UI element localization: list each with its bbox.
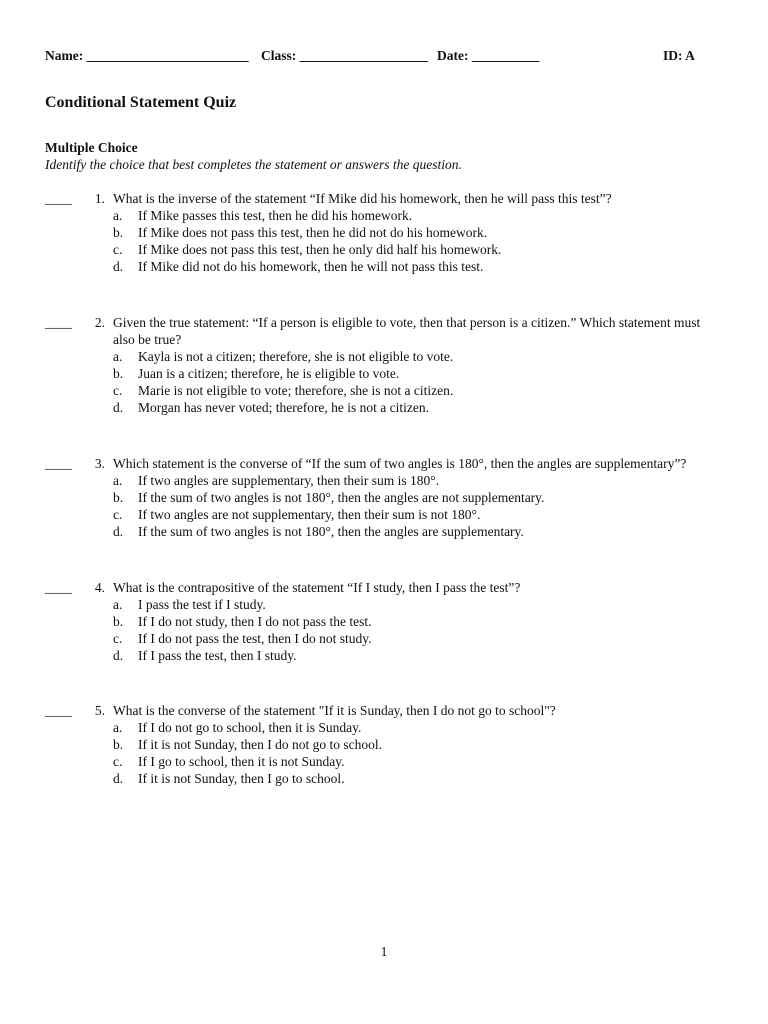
choice-letter: d.	[113, 524, 124, 539]
choice-b[interactable]	[45, 365, 725, 382]
question-text: What is the converse of the statement "If it is Sunday, then I do not go to school"?	[113, 703, 556, 718]
answer-blank[interactable]: ____	[45, 315, 72, 330]
choice-d[interactable]	[45, 258, 725, 275]
question-text: What is the contrapositive of the statement “If I study, then I pass the test”?	[113, 580, 521, 595]
choice-letter: b.	[113, 366, 124, 381]
choice-letter: d.	[113, 771, 124, 786]
choice-text: Marie is not eligible to vote; therefore, she is not a citizen.	[138, 383, 454, 398]
choice-d[interactable]	[45, 647, 725, 664]
choice-b[interactable]	[45, 613, 725, 630]
section-instructions: Identify the choice that best completes the statement or answers the question.	[45, 157, 462, 172]
question-number: 2.	[94, 315, 105, 330]
choice-a[interactable]	[45, 348, 725, 365]
page-number: 1	[380, 944, 388, 959]
answer-blank[interactable]: ____	[45, 456, 72, 471]
choice-text: If two angles are supplementary, then their sum is 180°.	[138, 473, 440, 488]
date-field-label[interactable]: Date: __________	[437, 48, 540, 63]
choice-b[interactable]	[45, 224, 725, 241]
answer-blank[interactable]: ____	[45, 191, 72, 206]
choice-d[interactable]	[45, 523, 725, 540]
question-4	[45, 579, 725, 664]
choice-letter: b.	[113, 737, 124, 752]
choice-text: If I do not go to school, then it is Sunday.	[138, 720, 362, 735]
choice-letter: c.	[113, 383, 123, 398]
choice-letter: a.	[113, 349, 123, 364]
choice-a[interactable]	[45, 472, 725, 489]
choice-text: If Mike passes this test, then he did his homework.	[138, 208, 413, 223]
quiz-title: Conditional Statement Quiz	[45, 94, 237, 111]
choice-c[interactable]	[45, 241, 725, 258]
choice-letter: c.	[113, 754, 123, 769]
question-2	[45, 314, 725, 416]
choice-text: If I go to school, then it is not Sunday.	[138, 754, 345, 769]
choice-c[interactable]	[45, 630, 725, 647]
choice-text: If the sum of two angles is not 180°, then the angles are not supplementary.	[138, 490, 545, 505]
choice-c[interactable]	[45, 506, 725, 523]
choice-text: I pass the test if I study.	[138, 597, 266, 612]
choice-d[interactable]	[45, 770, 725, 787]
choice-text: If it is not Sunday, then I do not go to school.	[138, 737, 382, 752]
choice-a[interactable]	[45, 596, 725, 613]
section-title: Multiple Choice	[45, 140, 138, 155]
choice-letter: b.	[113, 614, 124, 629]
choice-text: If I do not study, then I do not pass the test.	[138, 614, 372, 629]
question-text: Which statement is the converse of “If the sum of two angles is 180°, then the angles are supplementary”?	[113, 456, 687, 471]
choice-text: If Mike did not do his homework, then he will not pass this test.	[138, 259, 484, 274]
question-1	[45, 190, 725, 275]
choice-a[interactable]	[45, 207, 725, 224]
choice-c[interactable]	[45, 382, 725, 399]
question-5	[45, 702, 725, 787]
choice-b[interactable]	[45, 736, 725, 753]
choice-text: If two angles are not supplementary, then their sum is not 180°.	[138, 507, 481, 522]
question-3	[45, 455, 725, 540]
student-info-header	[45, 48, 705, 66]
choice-letter: a.	[113, 473, 123, 488]
choice-text: Kayla is not a citizen; therefore, she is not eligible to vote.	[138, 349, 454, 364]
choice-text: If I pass the test, then I study.	[138, 648, 297, 663]
choice-text: Morgan has never voted; therefore, he is not a citizen.	[138, 400, 430, 415]
choice-a[interactable]	[45, 719, 725, 736]
choice-letter: a.	[113, 208, 123, 223]
choice-letter: d.	[113, 259, 124, 274]
choice-letter: d.	[113, 400, 124, 415]
choice-text: If Mike does not pass this test, then he did not do his homework.	[138, 225, 488, 240]
id-label: ID: A	[663, 48, 695, 63]
choice-letter: b.	[113, 490, 124, 505]
choice-text: Juan is a citizen; therefore, he is eligible to vote.	[138, 366, 400, 381]
answer-blank[interactable]: ____	[45, 580, 72, 595]
choice-c[interactable]	[45, 753, 725, 770]
choice-d[interactable]	[45, 399, 725, 416]
choice-letter: a.	[113, 720, 123, 735]
choice-text: If it is not Sunday, then I go to school.	[138, 771, 345, 786]
choice-text: If the sum of two angles is not 180°, then the angles are supplementary.	[138, 524, 524, 539]
choice-letter: a.	[113, 597, 123, 612]
choice-letter: d.	[113, 648, 124, 663]
question-number: 1.	[94, 191, 105, 206]
question-number: 3.	[94, 456, 105, 471]
question-text: Given the true statement: “If a person is eligible to vote, then that person is a citizen.” Which statement must also be true?	[113, 315, 701, 347]
choice-b[interactable]	[45, 489, 725, 506]
name-field-label[interactable]: Name: ________________________	[45, 48, 249, 63]
choice-letter: c.	[113, 242, 123, 257]
choice-text: If I do not pass the test, then I do not study.	[138, 631, 372, 646]
choice-text: If Mike does not pass this test, then he only did half his homework.	[138, 242, 502, 257]
question-number: 4.	[94, 580, 105, 595]
question-number: 5.	[94, 703, 105, 718]
class-field-label[interactable]: Class: ___________________	[261, 48, 428, 63]
choice-letter: c.	[113, 631, 123, 646]
question-text: What is the inverse of the statement “If Mike did his homework, then he will pass this test”?	[113, 191, 612, 206]
answer-blank[interactable]: ____	[45, 703, 72, 718]
choice-letter: c.	[113, 507, 123, 522]
choice-letter: b.	[113, 225, 124, 240]
